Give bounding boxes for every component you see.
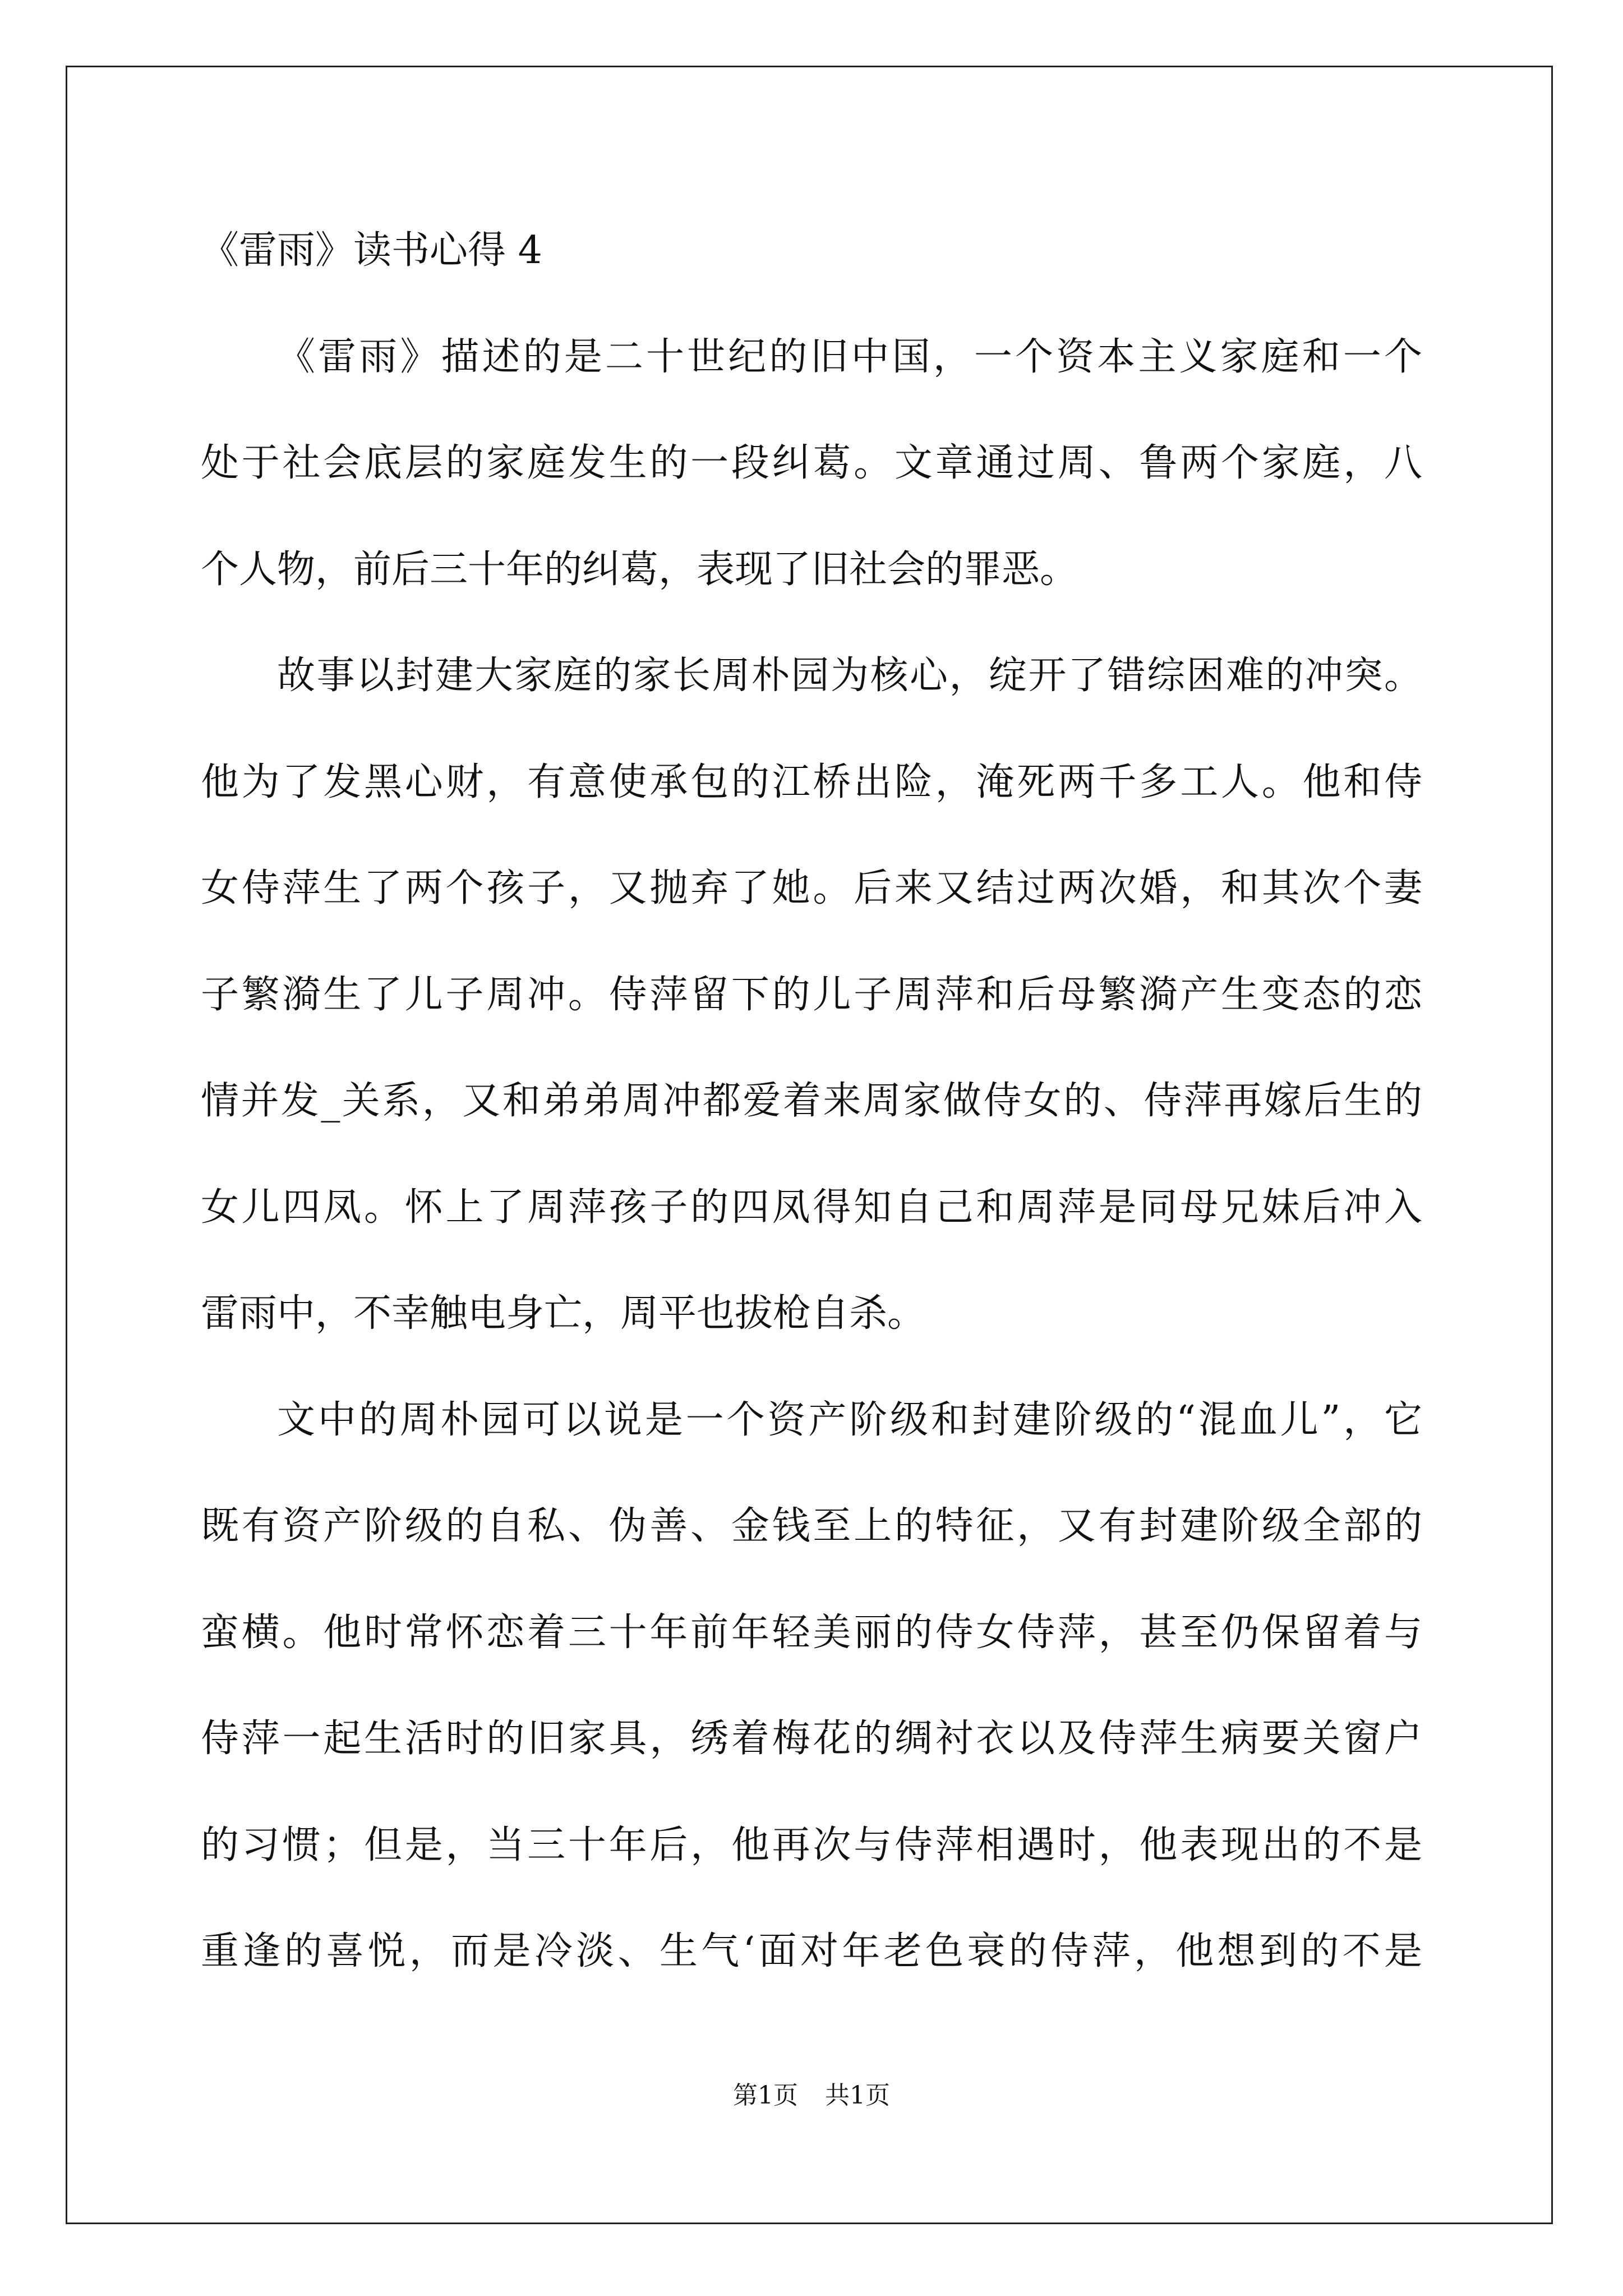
text-line: 的习惯；但是，当三十年后，他再次与侍萍相遇时，他表现出的不是 (201, 1823, 1422, 1867)
text-line: 文中的周朴园可以说是一个资产阶级和封建阶级的“混血儿”，它 (277, 1397, 1422, 1442)
text-line: 个人物，前后三十年的纠葛，表现了旧社会的罪恶。 (201, 547, 1078, 592)
page-total: 共1页 (825, 2081, 890, 2110)
document-title: 《雷雨》读书心得 4 (201, 228, 542, 273)
text-line: 侍萍一起生活时的旧家具，绣着梅花的绸衬衣以及侍萍生病要关窗户 (201, 1717, 1422, 1761)
text-line: 既有资产阶级的自私、伪善、金钱至上的特征，又有封建阶级全部的 (201, 1504, 1422, 1548)
text-line: 处于社会底层的家庭发生的一段纠葛。文章通过周、鲁两个家庭，八 (201, 441, 1422, 485)
page-footer (0, 2079, 1623, 2113)
paragraph (201, 304, 1422, 623)
text-line: 情并发_关系，又和弟弟周冲都爱着来周家做侍女的、侍萍再嫁后生的 (201, 1079, 1422, 1123)
paragraph (201, 623, 1422, 1367)
text-line: 蛮横。他时常怀恋着三十年前年轻美丽的侍女侍萍，甚至仍保留着与 (201, 1610, 1422, 1655)
text-line: 故事以封建大家庭的家长周朴园为核心，绽开了错综困难的冲突。 (277, 654, 1422, 698)
text-line: 雷雨中，不幸触电身亡，周平也拔枪自杀。 (201, 1291, 926, 1336)
text-line: 重逢的喜悦，而是冷淡、生气‘面对年老色衰的侍萍，他想到的不是 (201, 1929, 1422, 1973)
text-line: 女儿四凤。怀上了周萍孩子的四凤得知自己和周萍是同母兄妹后冲入 (201, 1185, 1422, 1230)
paragraph (201, 1367, 1422, 2005)
page-number: 第1页 (733, 2081, 798, 2110)
text-line: 子繁漪生了儿子周冲。侍萍留下的儿子周萍和后母繁漪产生变态的恋 (201, 972, 1422, 1017)
text-line: 他为了发黑心财，有意使承包的江桥出险，淹死两千多工人。他和侍 (201, 760, 1422, 804)
document-body (201, 197, 1422, 2005)
text-line: 《雷雨》描述的是二十世纪的旧中国，一个资本主义家庭和一个 (277, 334, 1422, 379)
text-line: 女侍萍生了两个孩子，又抛弃了她。后来又结过两次婚，和其次个妻 (201, 866, 1422, 910)
